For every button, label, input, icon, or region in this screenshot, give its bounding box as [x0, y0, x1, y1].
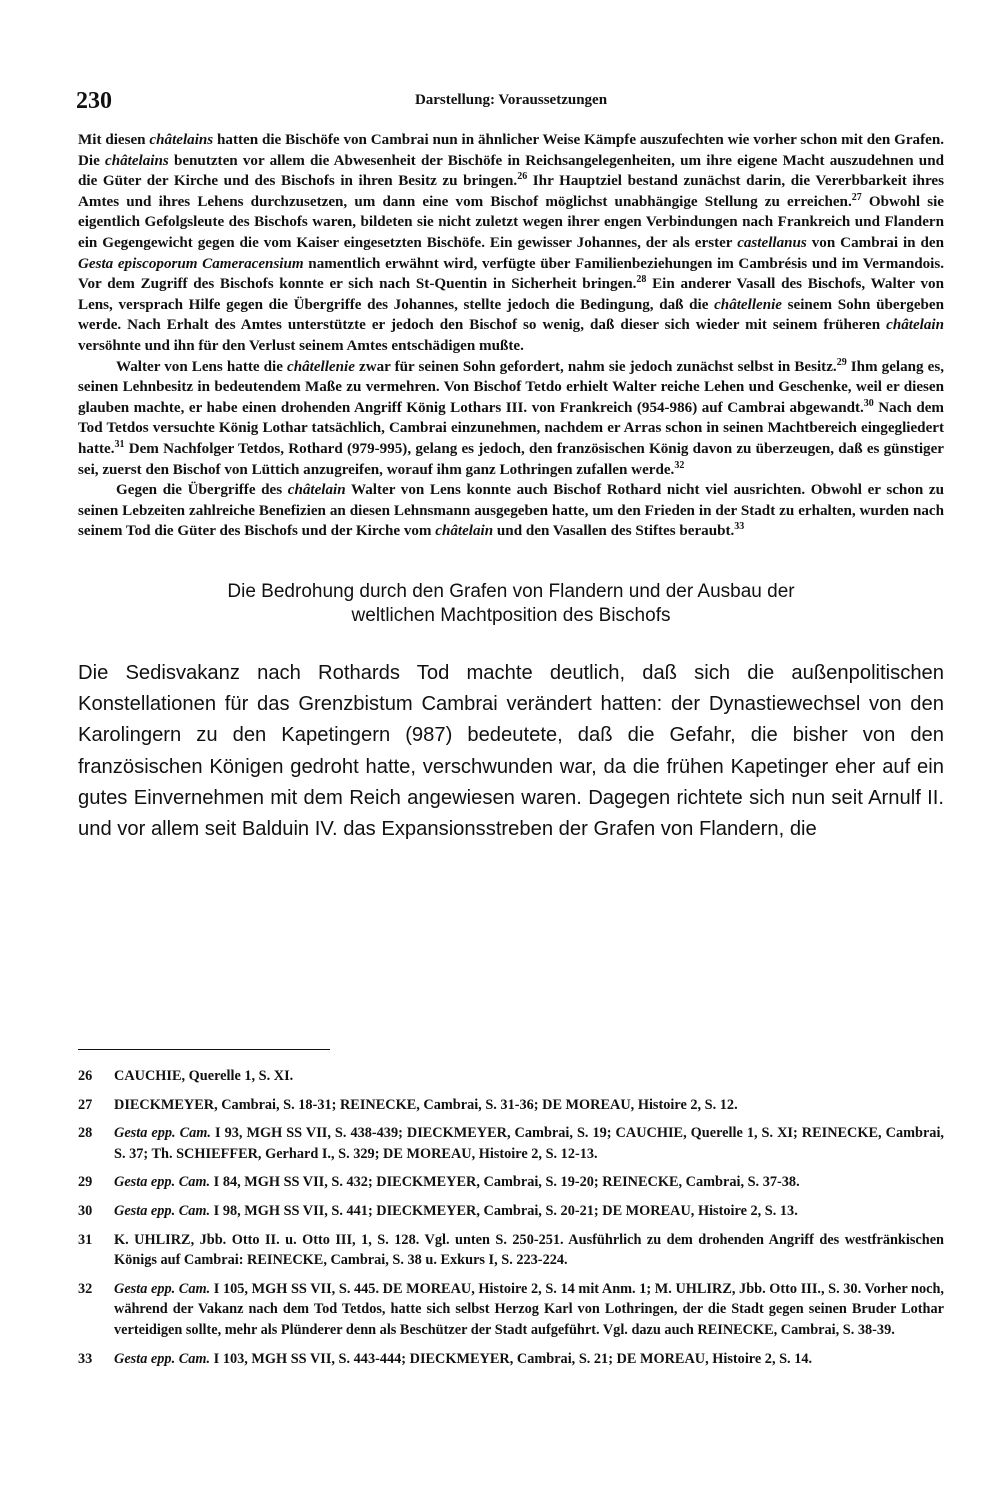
text-run: versöhnte und ihn für den Verlust seinem Amtes entschädigen mußte. — [78, 337, 524, 354]
footnote-ref: 30 — [863, 397, 874, 409]
text-run: Ihm gelang es, seinen Lehnbesitz in bedeutendem Maße zu vermehren. Von Bischof Tetdo erhielt Walter reiche Lehen und Geschenke, weil er diesen glauben machte, er habe einen drohenden Angriff König Lothars III. von Frankreich (954-986) auf Cambrai abgewandt. — [78, 358, 945, 416]
footnote-number: 31 — [78, 1231, 93, 1248]
italic-term: châtelain — [886, 317, 944, 334]
page-number: 230 — [76, 88, 112, 114]
footnote-number: 26 — [78, 1068, 93, 1084]
italic-term: châtellenie — [287, 358, 355, 375]
footnote — [78, 1230, 944, 1271]
text-run: Walter von Lens konnte auch Bischof Rothard nicht viel ausrichten. Obwohl er schon zu seinen Lebzeiten zahlreiche Benefizien an diesen Lehnsmann ausgegeben hatte, um den Frieden in der Stadt zu erhalten, wurden nach seinem Tod die Güter des Bischofs und der Kirche vom — [78, 482, 944, 540]
body-paragraph — [78, 357, 944, 481]
footnote-ref: 32 — [674, 459, 685, 471]
text-run: I 98, MGH SS VII, S. 441; DIECKMEYER, Cambrai, S. 20-21; DE MOREAU, Histoire 2, S. 13. — [210, 1202, 798, 1219]
footnote-number: 32 — [78, 1280, 93, 1297]
italic-term: châtelain — [435, 523, 494, 540]
italic-term: Gesta episcoporum Cameracensium — [78, 255, 304, 272]
italic-term: Gesta epp. Cam. — [114, 1125, 211, 1142]
text-run: Ihr Hauptziel bestand zunächst darin, die Vererbbarkeit ihres Amtes und ihres Lehens durchzusetzen, um dann eine vom Bischof möglichst unabhängige Stellung zu erreichen. — [78, 173, 944, 210]
italic-term: châtellenie — [714, 296, 783, 313]
text-run: Dem Nachfolger Tetdos, Rothard (979-995), gelang es jedoch, den französischen König davon zu überzeugen, daß es günstiger sei, zuerst den Bischof von Lüttich anzugreifen, worauf ihm ganz Lothringen zufallen werde. — [78, 440, 944, 478]
body-paragraph — [78, 130, 944, 357]
body-text — [78, 130, 944, 542]
italic-term: Gesta epp. Cam. — [114, 1280, 211, 1297]
text-run: Mit diesen — [78, 132, 150, 148]
italic-term: Gesta epp. Cam. — [114, 1174, 211, 1191]
section-lead-paragraph: Die Sedisvakanz nach Rothards Tod machte deutlich, daß sich die außenpolitischen Konstellationen für das Grenzbistum Cambrai verändert hatten: der Dynastiewechsel von den Karolingern zu den Kapetingern (987) bedeutete, daß die Gefahr, die bisher von den französischen Königen gedroht hatte, verschwunden war, da die frühen Kapetinger eher auf ein gutes Einvernehmen mit dem Reich angewiesen waren. Dagegen richtete sich nun seit Arnulf II. und vor allem seit Balduin IV. das Expansionsstreben der Grafen von Flandern, die — [78, 661, 944, 841]
footnote-ref: 28 — [636, 274, 647, 286]
text-run: benutzten vor allem die Abwesenheit der Bischöfe in Reichsangelegenheiten, um ihre eigene Macht auszudehnen und die Güter der Kirche und des Bischofs in ihren Besitz zu bringen. — [78, 152, 944, 190]
italic-term: Gesta epp. Cam. — [114, 1202, 211, 1219]
text-run: von Cambrai in den — [806, 234, 945, 251]
text-run: I 84, MGH SS VII, S. 432; DIECKMEYER, Cambrai, S. 19-20; REINECKE, Cambrai, S. 37-38. — [210, 1174, 800, 1191]
text-run: Obwohl sie eigentlich Gefolgsleute des Bischofs waren, bildeten sie nicht zuletzt wegen ihrer engen Verbindungen nach Frankreich und Flandern ein Gegengewicht gegen die vom Kaiser eingesetzten Bischöfe. Ein gewisser Johannes, der als erster — [78, 193, 945, 251]
italic-term: castellanus — [737, 234, 807, 251]
footnote-ref: 27 — [851, 191, 862, 203]
footnotes — [78, 1066, 944, 1377]
footnote-rule — [78, 1049, 330, 1050]
footnote-number: 27 — [78, 1096, 93, 1113]
footnote-number: 29 — [78, 1174, 93, 1191]
text-run: Ein anderer Vasall des Bischofs, Walter von Lens, versprach Hilfe gegen die Übergriffe des Johannes, stellte jedoch die Bedingung, daß die — [78, 276, 944, 313]
footnote-number: 28 — [78, 1125, 93, 1142]
footnote — [78, 1279, 944, 1341]
footnote — [78, 1201, 944, 1222]
page-content — [78, 88, 944, 846]
text-run: Gegen die Übergriffe des — [116, 482, 288, 499]
section-heading-line: weltlichen Machtposition des Bischofs — [351, 604, 671, 626]
italic-term: Gesta epp. Cam. — [114, 1350, 211, 1367]
footnote-ref: 33 — [734, 521, 745, 533]
footnote-ref: 29 — [836, 356, 847, 368]
text-run: Walter von Lens hatte die — [116, 358, 287, 375]
text-run: I 93, MGH SS VII, S. 438-439; DIECKMEYER, Cambrai, S. 19; CAUCHIE, Querelle 1, S. XI; REINECKE, Cambrai, S. 37; Th. SCHIEFFER, Gerhard I., S. 329; DE MOREAU, Histoire 2, S. 12-13. — [114, 1125, 944, 1162]
text-run: DIECKMEYER, Cambrai, S. 18-31; REINECKE, Cambrai, S. 31-36; DE MOREAU, Histoire 2, S. 12. — [114, 1096, 738, 1113]
text-run: und den Vasallen des Stiftes beraubt. — [493, 523, 735, 540]
footnote — [78, 1123, 944, 1164]
text-run: hatten die Bischöfe von Cambrai nun in ähnlicher Weise Kämpfe auszufechten wie vorher schon mit den Grafen. Die — [78, 132, 944, 169]
footnote — [78, 1066, 944, 1087]
section-heading — [78, 580, 944, 628]
footnote-number: 33 — [78, 1350, 93, 1367]
text-run: I 103, MGH SS VII, S. 443-444; DIECKMEYER, Cambrai, S. 21; DE MOREAU, Histoire 2, S. 14. — [210, 1350, 813, 1367]
text-run: CAUCHIE, Querelle 1, S. XI. — [114, 1068, 294, 1084]
running-head: Darstellung: Voraussetzungen — [414, 92, 608, 108]
footnote-ref: 26 — [517, 171, 528, 183]
italic-term: châtelains — [149, 132, 214, 148]
footnote — [78, 1095, 944, 1116]
footnote — [78, 1172, 944, 1193]
footnote-ref: 31 — [114, 438, 125, 450]
section-heading-line: Die Bedrohung durch den Grafen von Flandern und der Ausbau der — [227, 580, 795, 602]
text-run: I 105, MGH SS VII, S. 445. DE MOREAU, Histoire 2, S. 14 mit Anm. 1; M. UHLIRZ, Jbb. Otto III., S. 30. Vorher noch, während der Vakanz nach dem Tod Tetdos, hatte sich selbst Herzog Karl von Lothringen, der die Stadt gegen seinen Bruder Lothar verteidigen sollte, mehr als Plünderer denn als Beschützer der Stadt aufgeführt. Vgl. dazu auch REINECKE, Cambrai, S. 38-39. — [114, 1280, 944, 1338]
text-run: K. UHLIRZ, Jbb. Otto II. u. Otto III, 1, S. 128. Vgl. unten S. 250-251. Ausführlich zu dem drohenden Angriff des westfränkischen Königs auf Cambrai: REINECKE, Cambrai, S. 38 u. Exkurs I, S. 223-224. — [114, 1231, 944, 1269]
italic-term: châtelains — [105, 152, 169, 169]
page-header — [78, 88, 944, 130]
body-paragraph — [78, 480, 944, 542]
text-run: zwar für seinen Sohn gefordert, nahm sie jedoch zunächst selbst in Besitz. — [354, 358, 837, 375]
footnote-number: 30 — [78, 1202, 93, 1219]
text-run: namentlich erwähnt wird, verfügte über Familienbeziehungen im Cambrésis und im Vermandois. Vor dem Zugriff des Bischofs konnte er sich nach St-Quentin in Sicherheit bringen. — [78, 255, 944, 293]
text-run: seinem Sohn übergeben werde. Nach Erhalt des Amtes unterstützte er jedoch den Bischof so wenig, daß dieser sich wieder mit seinem früheren — [78, 296, 945, 334]
italic-term: châtelain — [287, 482, 346, 499]
text-run: Nach dem Tod Tetdos versuchte König Lothar tatsächlich, Cambrai einzunehmen, nachdem er Arras schon in seinen Machtbereich eingegliedert hatte. — [78, 399, 944, 457]
footnote — [78, 1349, 944, 1370]
